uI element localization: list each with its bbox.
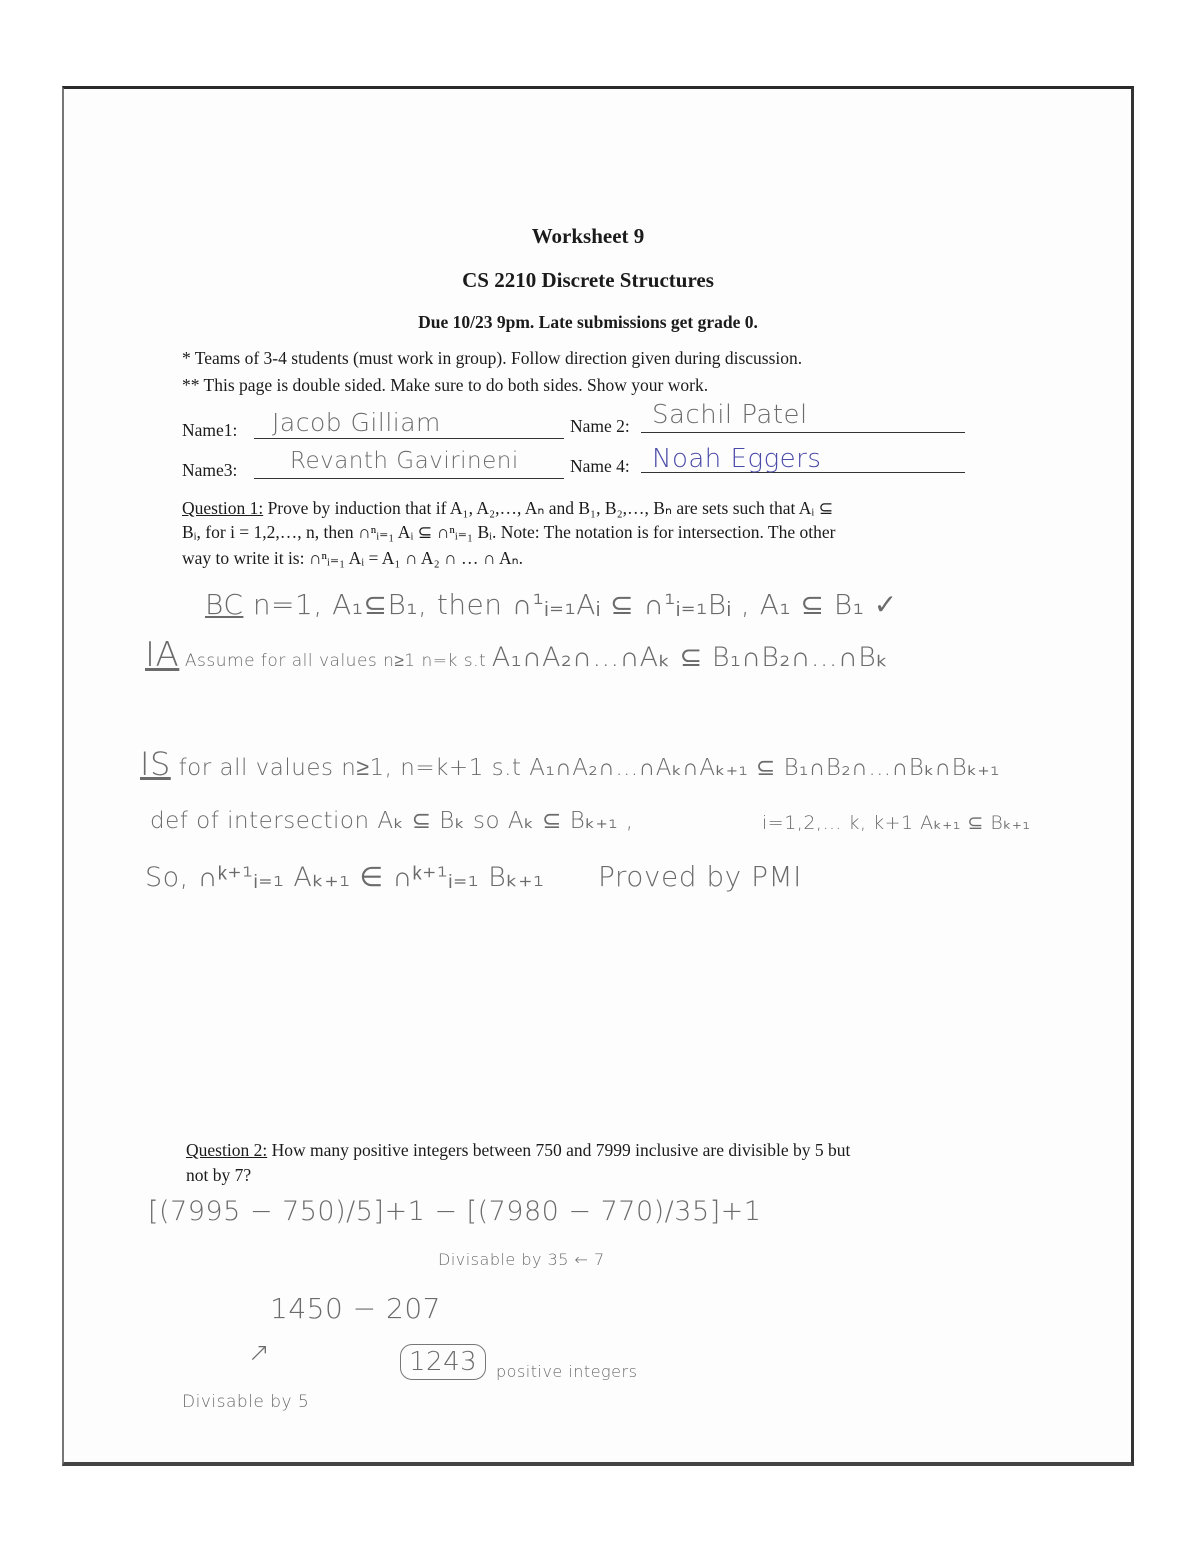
name2-label: Name 2: — [570, 416, 630, 436]
question1-line3: way to write it is: ∩ⁿᵢ₌₁ Aᵢ = A₁ ∩ A₂ ∩ … ∩ Aₙ. — [182, 548, 523, 568]
ia-small-text: Assume for all values n≥1 n=k s.t — [184, 651, 487, 671]
name2-line — [641, 432, 965, 433]
answer2-arrow: ↗ — [248, 1338, 271, 1368]
name2-value: Sachil Patel — [652, 400, 808, 430]
ia-label: IA — [145, 635, 180, 675]
name1-value: Jacob Gilliam — [272, 408, 441, 437]
conclusion-line: So, ∩ᵏ⁺¹ᵢ₌₁ Aₖ₊₁ ∈ ∩ᵏ⁺¹ᵢ₌₁ Bₖ₊₁ — [145, 862, 545, 893]
question1-line1 — [182, 498, 833, 519]
answer2-div5-note: Divisable by 5 — [182, 1392, 310, 1412]
answer2-result-label: positive integers — [496, 1362, 638, 1381]
definition-right: i=1,2,… k, k+1 Aₖ₊₁ ⊆ Bₖ₊₁ — [762, 812, 1031, 834]
answer2-note-div35: Divisable by 35 ← 7 — [438, 1250, 605, 1269]
name3-label: Name3: — [182, 460, 238, 480]
name4-value: Noah Eggers — [652, 444, 822, 474]
question1-line2: Bᵢ, for i = 1,2,…, n, then ∩ⁿᵢ₌₁ Aᵢ ⊆ ∩ⁿᵢ₌₁ Bᵢ. Note: The notation is for intersection. The other — [182, 522, 836, 542]
base-case-text: n=1, A₁⊆B₁, then ∩¹ᵢ₌₁Aᵢ ⊆ ∩¹ᵢ₌₁Bᵢ , A₁ ⊆ B₁ ✓ — [252, 588, 898, 621]
is-label: IS — [140, 745, 171, 783]
answer2-difference: 1450 − 207 — [270, 1292, 441, 1325]
answer2-expression: [(7995 − 750)/5]+1 − [(7980 − 770)/35]+1 — [148, 1196, 762, 1227]
ia-big-text: A₁∩A₂∩…∩Aₖ ⊆ B₁∩B₂∩…∩Bₖ — [491, 642, 889, 673]
question2-label: Question 2: — [186, 1140, 268, 1160]
definition-line: def of intersection Aₖ ⊆ Bₖ so Aₖ ⊆ Bₖ₊₁ , — [150, 808, 634, 834]
question1-label: Question 1: — [182, 498, 264, 518]
base-case-label: BC — [205, 588, 244, 621]
name1-line — [254, 438, 564, 439]
due-date: Due 10/23 9pm. Late submissions get grade 0. — [418, 312, 758, 332]
inductive-step-line — [140, 745, 1000, 783]
question2-line1 — [186, 1140, 850, 1161]
question1-text-1: Prove by induction that if A₁, A₂,…, Aₙ and B₁, B₂,…, Bₙ are sets such that Aᵢ ⊆ — [263, 498, 834, 518]
worksheet-title: Worksheet 9 — [531, 224, 645, 248]
name3-value: Revanth Gavirineni — [290, 448, 519, 474]
question2-text-1: How many positive integers between 750 and 7999 inclusive are divisible by 5 but — [267, 1140, 851, 1160]
question2-line2: not by 7? — [186, 1165, 252, 1185]
instruction-line-2: ** This page is double sided. Make sure to do both sides. Show your work. — [182, 375, 709, 395]
base-case-line — [205, 588, 898, 621]
name1-label: Name1: — [182, 420, 238, 440]
is-text: for all values n≥1, n=k+1 s.t A₁∩A₂∩…∩Aₖ∩Aₖ₊₁ ⊆ B₁∩B₂∩…∩Bₖ∩Bₖ₊₁ — [178, 755, 1000, 781]
answer2-result-box — [400, 1344, 486, 1380]
name3-line — [254, 478, 564, 479]
course-title: CS 2210 Discrete Structures — [462, 268, 714, 292]
proved-text: Proved by PMI — [598, 860, 802, 893]
name4-label: Name 4: — [570, 456, 630, 476]
answer2-result: 1243 — [409, 1347, 478, 1377]
instruction-line-1: * Teams of 3-4 students (must work in group). Follow direction given during discussion. — [182, 348, 803, 368]
inductive-assumption-line — [145, 635, 888, 675]
